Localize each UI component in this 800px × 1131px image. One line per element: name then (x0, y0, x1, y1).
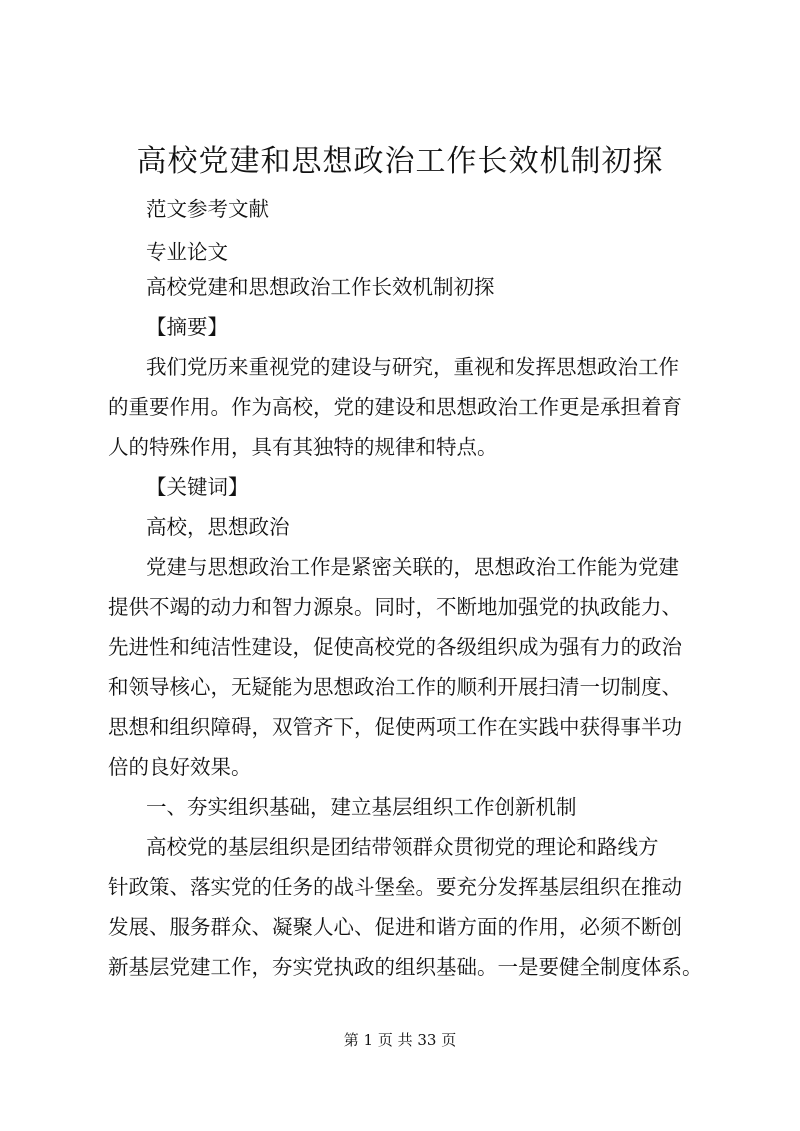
text-line: 高校党建和思想政治工作长效机制初探 (146, 275, 495, 299)
text-line: 范文参考文献 (146, 197, 269, 221)
text-line: 和领导核心，无疑能为思想政治工作的顺利开展扫清一切制度、 (108, 675, 682, 699)
text-line: 高校，思想政治 (146, 515, 290, 539)
text-line: 我们党历来重视党的建设与研究，重视和发挥思想政治工作 (146, 355, 679, 379)
text-line: 高校党的基层组织是团结带领群众贯彻党的理论和路线方 (146, 835, 659, 859)
document-title: 高校党建和思想政治工作长效机制初探 (136, 144, 664, 179)
text-line: 针政策、落实党的任务的战斗堡垒。要充分发挥基层组织在推动 (108, 875, 682, 899)
section-heading-keywords: 【关键词】 (146, 475, 249, 499)
text-line: 先进性和纯洁性建设，促使高校党的各级组织成为强有力的政治 (108, 635, 682, 659)
text-line: 人的特殊作用，具有其独特的规律和特点。 (108, 435, 498, 459)
section-heading-abstract: 【摘要】 (146, 315, 228, 339)
text-line: 专业论文 (146, 240, 228, 264)
text-line: 思想和组织障碍，双管齐下，促使两项工作在实践中获得事半功 (108, 715, 682, 739)
text-line: 新基层党建工作，夯实党执政的组织基础。一是要健全制度体系。 (108, 955, 703, 979)
text-line: 倍的良好效果。 (108, 755, 252, 779)
page-footer: 第 1 页 共 33 页 (343, 1031, 457, 1049)
section-heading-1: 一、夯实组织基础，建立基层组织工作创新机制 (146, 795, 577, 819)
text-line: 发展、服务群众、凝聚人心、促进和谐方面的作用，必须不断创 (108, 915, 682, 939)
text-line: 的重要作用。作为高校，党的建设和思想政治工作更是承担着育 (108, 395, 682, 419)
text-line: 党建与思想政治工作是紧密关联的，思想政治工作能为党建 (146, 555, 679, 579)
text-line: 提供不竭的动力和智力源泉。同时，不断地加强党的执政能力、 (108, 595, 682, 619)
